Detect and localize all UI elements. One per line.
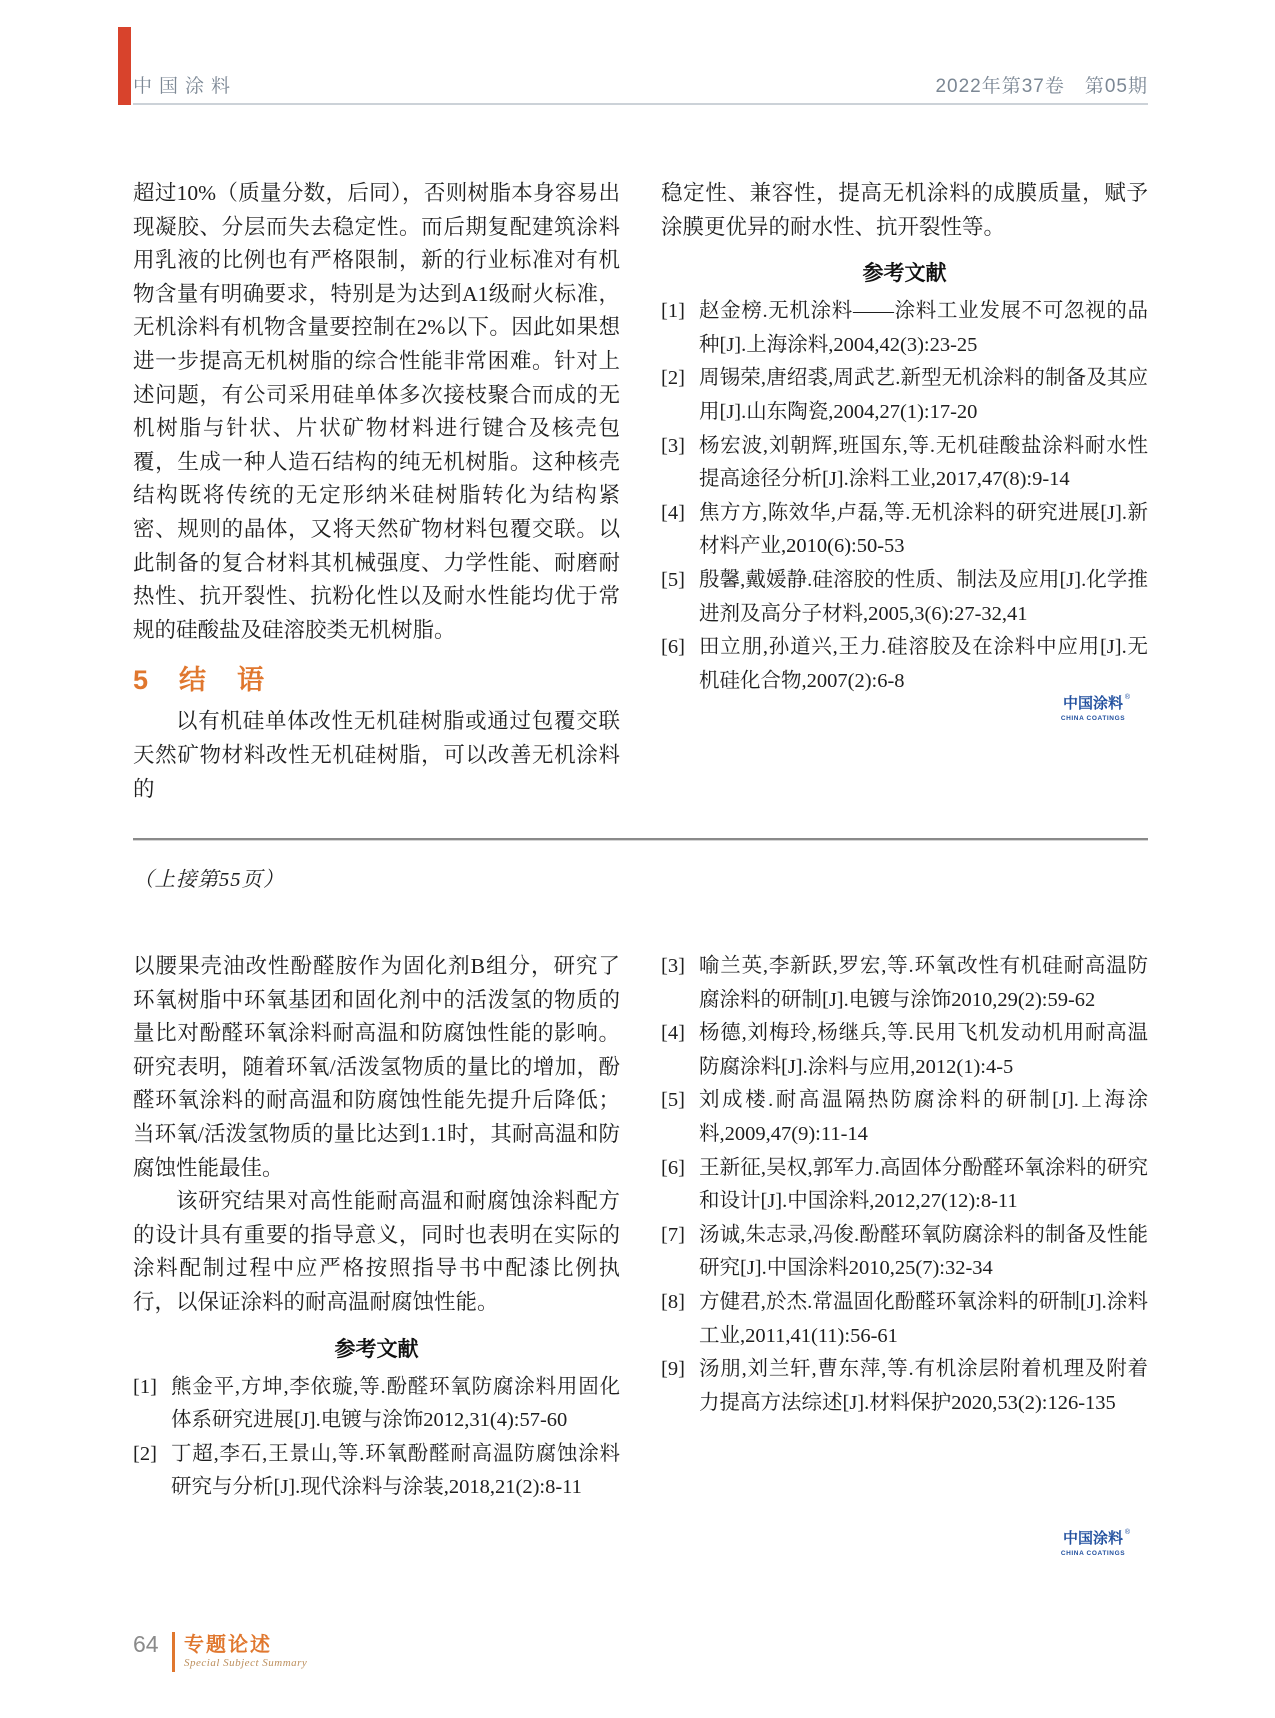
article1-references-title: 参考文献 <box>862 262 947 286</box>
article1-left-column <box>133 177 620 806</box>
footer-accent-bar <box>172 1632 175 1672</box>
reference-item <box>661 497 1148 564</box>
reference-text: 喻兰英,李新跃,罗宏,等.环氧改性有机硅耐高温防腐涂料的研制[J].电镀与涂饰2010,29(2):59-62 <box>699 955 1148 1011</box>
registered-mark-icon: ® <box>1124 694 1130 701</box>
reference-item <box>661 1353 1148 1420</box>
registered-mark-icon: ® <box>1124 1529 1130 1536</box>
journal-name: 中国涂料 <box>133 76 238 97</box>
article2-paragraph1: 以腰果壳油改性酚醛胺作为固化剂B组分，研究了环氧树脂中环氧基团和固化剂中的活泼氢的物质的量比对酚醛环氧涂料耐高温和防腐蚀性能的影响。研究表明，随着环氧/活泼氢物质的量比的增加，酚醛环氧涂料的耐高温和防腐蚀性能先提升后降低；当环氧/活泼氢物质的量比达到1.1时，其耐高温和防腐蚀性能最佳。 <box>133 954 620 1180</box>
reference-text: 方健君,於杰.常温固化酚醛环氧涂料的研制[J].涂料工业,2011,41(11):56-61 <box>699 1290 1148 1347</box>
article2-right-column <box>661 950 1148 1505</box>
reference-number: [5] <box>661 1089 685 1112</box>
china-coatings-logo-subtitle: CHINA COATINGS <box>1060 1549 1126 1557</box>
reference-number: [4] <box>661 1022 685 1045</box>
reference-text: 杨德,刘梅玲,杨继兵,等.民用飞机发动机用耐高温防腐涂料[J].涂料与应用,2012(1):4-5 <box>699 1022 1148 1078</box>
reference-item <box>661 1017 1148 1084</box>
reference-text: 焦方方,陈效华,卢磊,等.无机涂料的研究进展[J].新材料产业,2010(6):50-53 <box>699 501 1148 558</box>
reference-number: [6] <box>661 1156 685 1179</box>
reference-number: [4] <box>661 501 685 524</box>
reference-item <box>661 430 1148 497</box>
reference-item <box>661 362 1148 429</box>
china-coatings-logo-subtitle: CHINA COATINGS <box>1060 714 1126 722</box>
article2-paragraph2: 该研究结果对高性能耐高温和耐腐蚀涂料配方的设计具有重要的指导意义，同时也表明在实际的涂料配制过程中应严格按照指导书中配漆比例执行，以保证涂料的耐高温耐腐蚀性能。 <box>133 1189 620 1314</box>
reference-text: 刘成楼.耐高温隔热防腐涂料的研制[J].上海涂料,2009,47(9):11-14 <box>699 1089 1148 1145</box>
china-coatings-logo <box>1058 1530 1128 1557</box>
reference-item <box>661 1219 1148 1286</box>
reference-number: [5] <box>661 568 685 591</box>
article1-left-paragraph: 超过10%（质量分数，后同），否则树脂本身容易出现凝胶、分层而失去稳定性。而后期复配建筑涂料用乳液的比例也有严格限制，新的行业标准对有机物含量有明确要求，特别是为达到A1级耐火标准，无机涂料有机物含量要控制在2%以下。因此如果想进一步提高无机树脂的综合性能非常困难。针对上述问题，有公司采用硅单体多次接枝聚合而成的无机树脂与针状、片状矿物材料进行键合及核壳包覆，生成一种人造石结构的纯无机树脂。这种核壳结构既将传统的无定形纳米硅树脂转化为结构紧密、规则的晶体，又将天然矿物材料包覆交联。以此制备的复合材料其机械强度、力学性能、耐磨耐热性、抗开裂性、抗粉化性以及耐水性能均优于常规的硅酸盐及硅溶胶类无机树脂。 <box>133 181 620 642</box>
reference-text: 熊金平,方坤,李依璇,等.酚醛环氧防腐涂料用固化体系研究进展[J].电镀与涂饰2012,31(4):57-60 <box>171 1375 620 1432</box>
reference-item <box>661 1152 1148 1219</box>
reference-text: 汤诚,朱志录,冯俊.酚醛环氧防腐涂料的制备及性能研究[J].中国涂料2010,25(7):32-34 <box>699 1223 1148 1280</box>
reference-number: [3] <box>661 434 685 457</box>
reference-item <box>661 564 1148 631</box>
reference-text: 赵金榜.无机涂料——涂料工业发展不可忽视的品种[J].上海涂料,2004,42(3):23-25 <box>699 300 1148 356</box>
issue-info: 2022年第37卷 第05期 <box>935 76 1148 97</box>
footer-column-subtitle: Special Subject Summary <box>184 1657 308 1669</box>
page-header <box>133 68 1148 105</box>
reference-text: 汤朋,刘兰轩,曹东萍,等.有机涂层附着机理及附着力提高方法综述[J].材料保护2020,53(2):126-135 <box>699 1358 1148 1414</box>
reference-number: [7] <box>661 1223 685 1246</box>
section-divider <box>133 838 1148 841</box>
footer-column-title: 专题论述 <box>184 1634 272 1656</box>
reference-number: [9] <box>661 1358 685 1381</box>
china-coatings-logo-title: 中国涂料 ® <box>1062 1529 1130 1547</box>
reference-text: 杨宏波,刘朝辉,班国东,等.无机硅酸盐涂料耐水性提高途径分析[J].涂料工业,2017,47(8):9-14 <box>699 434 1148 491</box>
reference-item <box>661 1084 1148 1151</box>
article2-left-column <box>133 950 620 1505</box>
section-heading-conclusion: 5 结 语 <box>133 665 267 696</box>
reference-number: [6] <box>661 636 685 659</box>
reference-number: [2] <box>133 1442 157 1465</box>
page-number: 64 <box>133 1631 159 1657</box>
reference-number: [8] <box>661 1290 685 1313</box>
reference-number: [1] <box>133 1375 157 1398</box>
article1-conclusion-start: 以有机硅单体改性无机硅树脂或通过包覆交联天然矿物材料改性无机硅树脂，可以改善无机涂料的 <box>133 709 620 801</box>
reference-number: [2] <box>661 367 685 390</box>
article2-references-title: 参考文献 <box>334 1337 419 1361</box>
article2-columns <box>133 950 1148 1505</box>
reference-text: 丁超,李石,王景山,等.环氧酚醛耐高温防腐蚀涂料研究与分析[J].现代涂料与涂装,2018,21(2):8-11 <box>171 1442 620 1499</box>
reference-item <box>661 950 1148 1017</box>
reference-text: 殷馨,戴媛静.硅溶胶的性质、制法及应用[J].化学推进剂及高分子材料,2005,3(6):27-32,41 <box>699 568 1148 625</box>
reference-item <box>661 295 1148 362</box>
reference-text: 田立朋,孙道兴,王力.硅溶胶及在涂料中应用[J].无机硅化合物,2007(2):6-8 <box>699 636 1148 692</box>
china-coatings-logo <box>1058 695 1128 722</box>
continuation-note: （上接第55页） <box>133 869 285 891</box>
china-coatings-logo-title: 中国涂料 ® <box>1062 694 1130 712</box>
reference-text: 王新征,吴权,郭军力.高固体分酚醛环氧涂料的研究和设计[J].中国涂料,2012,27(12):8-11 <box>699 1156 1148 1213</box>
reference-item <box>133 1438 620 1505</box>
article1-columns <box>133 177 1148 806</box>
article1-conclusion-continued: 稳定性、兼容性，提高无机涂料的成膜质量，赋予涂膜更优异的耐水性、抗开裂性等。 <box>661 181 1148 239</box>
reference-item <box>661 1286 1148 1353</box>
reference-item <box>661 631 1148 698</box>
reference-number: [1] <box>661 300 685 323</box>
reference-item <box>133 1371 620 1438</box>
page-edge-red-bar <box>118 27 131 105</box>
reference-number: [3] <box>661 955 685 977</box>
reference-text: 周锡荣,唐绍裘,周武艺.新型无机涂料的制备及其应用[J].山东陶瓷,2004,27(1):17-20 <box>699 367 1148 423</box>
